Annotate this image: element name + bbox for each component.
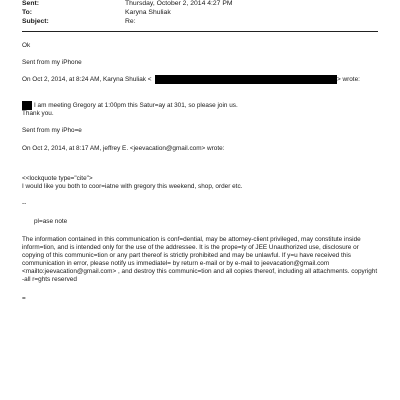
to-label: To: [22, 9, 33, 16]
quote-header-jeffrey: On Oct 2, 2014, at 8:17 AM, jeffrey E. <jeevacation@gmail.com> wrote: [22, 145, 225, 152]
subject-value: Re: [125, 18, 136, 25]
trailing-equals: = [22, 295, 26, 302]
coordinate-request-text: I would like you both to coor=iatne with gregory this weekend, shop, order etc. [22, 183, 243, 190]
to-value: Karyna Shuliak [125, 9, 171, 16]
confidentiality-disclaimer: The information contained in this communication is conf=dential, may be attorney-client privileged, may constitute inside inform=tion, and is intended only for the use of the addressee. It is the prope=ty of JEE Unauthorized use, disclosure or copying of this communic=tion or any part thereof is strictly prohibited and may be unlawful. If y=u have received this communication in error, please notify us immediatel= by return e-mail or by e-mail to jeevacation@gmail.com <mailto:jeevacation@gmail.com> , and destroy this communic=tion and all copies thereof, including all attachments. copyright -all r=ghts reserved [22, 236, 378, 283]
redaction-bar-name [22, 101, 32, 110]
header-divider [22, 31, 378, 32]
sent-from-iphone-text: Sent from my iPhone [22, 59, 82, 66]
blockquote-tag-text: <<lockquote type="cite"> [22, 175, 93, 182]
sent-from-iphone-2-text: Sent from my iPho=e [22, 127, 82, 134]
quote-header-karyna [22, 76, 152, 84]
quote-header-suffix: > wrote: [337, 76, 360, 83]
please-note-text: pl=ase note [34, 218, 68, 225]
redaction-bar-email [155, 75, 337, 84]
thank-you-text: Thank you. [22, 110, 54, 117]
quote-header-prefix: On Oct 2, 2014, at 8:24 AM, Karyna Shuliak < [22, 76, 152, 83]
reply-ok-text: Ok [22, 42, 31, 49]
signature-dashes: -- [22, 200, 27, 207]
meeting-line-text: I am meeting Gregory at 1:00pm this Satur=ay at 301, so please join us. [34, 102, 238, 109]
sent-label: Sent: [22, 0, 39, 7]
subject-label: Subject: [22, 18, 49, 25]
sent-value: Thursday, October 2, 2014 4:27 PM [125, 0, 233, 7]
